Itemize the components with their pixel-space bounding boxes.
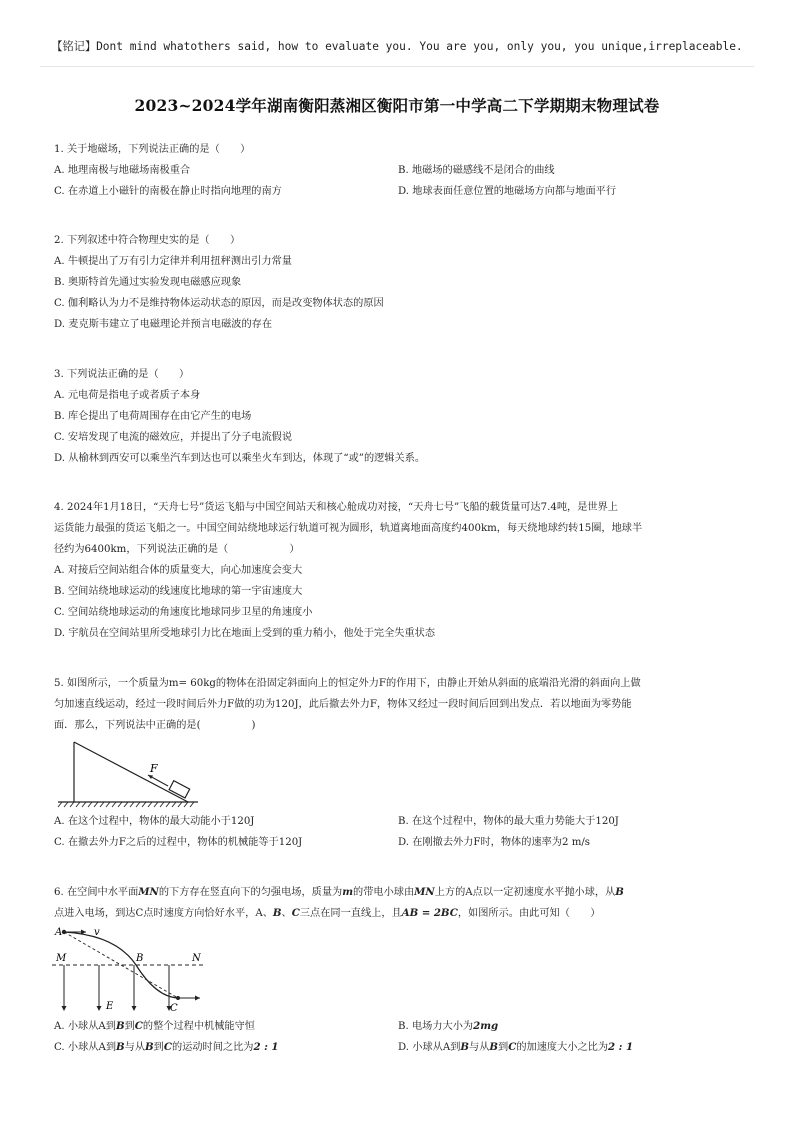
option-c: C. 空间站绕地球运动的角速度比地球同步卫星的角速度小: [54, 607, 313, 618]
point-c-label: C: [170, 1003, 178, 1014]
option-a: A. 牛顿提出了万有引力定律并利用扭秤测出引力常量: [54, 256, 292, 267]
option-b: B. 电场力大小为2mg: [398, 1020, 499, 1032]
option-d: D. 地球表面任意位置的地磁场方向都与地面平行: [398, 186, 617, 197]
option-d: D. 在刚撤去外力F时，物体的速率为2 m/s: [398, 837, 591, 848]
incline-figure: [56, 738, 206, 808]
question-stem-line: 径约为6400km，下列说法正确的是（ ）: [54, 544, 300, 555]
question-stem-line: 面．那么，下列说法中正确的是( ): [54, 720, 256, 731]
option-b: B. 在这个过程中，物体的最大重力势能大于120J: [398, 816, 619, 827]
force-label: F: [150, 762, 158, 775]
option-d: D. 麦克斯韦建立了电磁理论并预言电磁波的存在: [54, 319, 273, 330]
option-a: A. 小球从A到B到C的整个过程中机械能守恒: [54, 1020, 255, 1032]
question-stem-line: 匀加速直线运动，经过一段时间后外力F做的功为120J，此后撤去外力F，物体又经过一段时间后回到出发点．若以地面为零势能: [54, 699, 632, 710]
header-divider: [40, 66, 754, 67]
incline-slope: [74, 742, 188, 802]
field-arrowheads: [62, 1006, 172, 1011]
option-b: B. 奥斯特首先通过实验发现电磁感应现象: [54, 277, 242, 288]
question-stem-line: 4. 2024年1月18日，“天舟七号”货运飞船与中国空间站天和核心舱成功对接，“天舟七号”飞船的载货量可达7.4吨，是世界上: [54, 502, 618, 513]
option-c: C. 安培发现了电流的磁效应，并提出了分子电流假说: [54, 432, 293, 443]
option-c: C. 伽利略认为力不是维持物体运动状态的原因，而是改变物体状态的原因: [54, 298, 384, 309]
option-c: C. 在赤道上小磁针的南极在静止时指向地理的南方: [54, 186, 282, 197]
exit-arrowhead: [195, 996, 200, 1001]
option-d: D. 小球从A到B与从B到C的加速度大小之比为2 : 1: [398, 1041, 634, 1053]
point-b-label: B: [136, 953, 144, 964]
motto-banner: 【铭记】Dont mind whatothers said, how to evaluate you. You are you, only you, you unique,irreplaceable.: [51, 40, 743, 53]
option-b: B. 空间站绕地球运动的线速度比地球的第一宇宙速度大: [54, 586, 303, 597]
trajectory-below: [136, 965, 178, 998]
option-a: A. 元电荷是指电子或者质子本身: [54, 390, 201, 401]
option-c: C. 在撤去外力F之后的过程中，物体的机械能等于120J: [54, 837, 303, 848]
question-stem: 1. 关于地磁场，下列说法正确的是（ ）: [54, 144, 251, 155]
option-b: B. 地磁场的磁感线不是闭合的曲线: [398, 165, 555, 176]
option-a: A. 对接后空间站组合体的质量变大，向心加速度会变大: [54, 565, 303, 576]
velocity-label: v: [94, 927, 100, 938]
ground-hatching: [58, 802, 194, 807]
option-a: A. 地理南极与地磁场南极重合: [54, 165, 191, 176]
electric-field-figure: [52, 923, 212, 1015]
question-stem-line: 5. 如图所示，一个质量为m= 60kg的物体在沿固定斜面向上的恒定外力F的作用下，由静止开始从斜面的底端沿光滑的斜面向上做: [54, 678, 641, 689]
question-stem-line: 运货能力最强的货运飞船之一。中国空间站绕地球运行轨道可视为圆形，轨道离地面高度约400km，每天绕地球约转15圈，地球半: [54, 523, 643, 534]
option-c: C. 小球从A到B与从B到C的运动时间之比为2 : 1: [54, 1041, 279, 1053]
field-label-e: E: [106, 1001, 114, 1012]
label-n: N: [192, 953, 201, 964]
question-stem-line: 6. 在空间中水平面MN的下方存在竖直向下的匀强电场，质量为m的带电小球由MN上方的A点以一定初速度水平抛小球，从B: [54, 886, 624, 898]
point-a-label: A: [55, 927, 63, 938]
page-title: 2023~2024学年湖南衡阳蒸湘区衡阳市第一中学高二下学期期末物理试卷: [134, 96, 660, 115]
option-b: B. 库仑提出了电荷周围存在由它产生的电场: [54, 411, 252, 422]
question-stem-line: 点进入电场，到达C点时速度方向恰好水平，A、B、C三点在同一直线上，且AB = 2BC，如图所示。由此可知（ ）: [54, 907, 601, 919]
label-m: M: [56, 953, 67, 964]
block: [169, 781, 190, 798]
option-d: D. 从榆林到西安可以乘坐汽车到达也可以乘坐火车到达，体现了“或”的逻辑关系。: [54, 453, 426, 464]
question-stem: 2. 下列叙述中符合物理史实的是（ ）: [54, 235, 241, 246]
option-d: D. 宇航员在空间站里所受地球引力比在地面上受到的重力稍小，他处于完全失重状态: [54, 628, 436, 639]
trajectory-above: [64, 932, 136, 965]
option-a: A. 在这个过程中，物体的最大动能小于120J: [54, 816, 255, 827]
question-stem: 3. 下列说法正确的是（ ）: [54, 369, 190, 380]
